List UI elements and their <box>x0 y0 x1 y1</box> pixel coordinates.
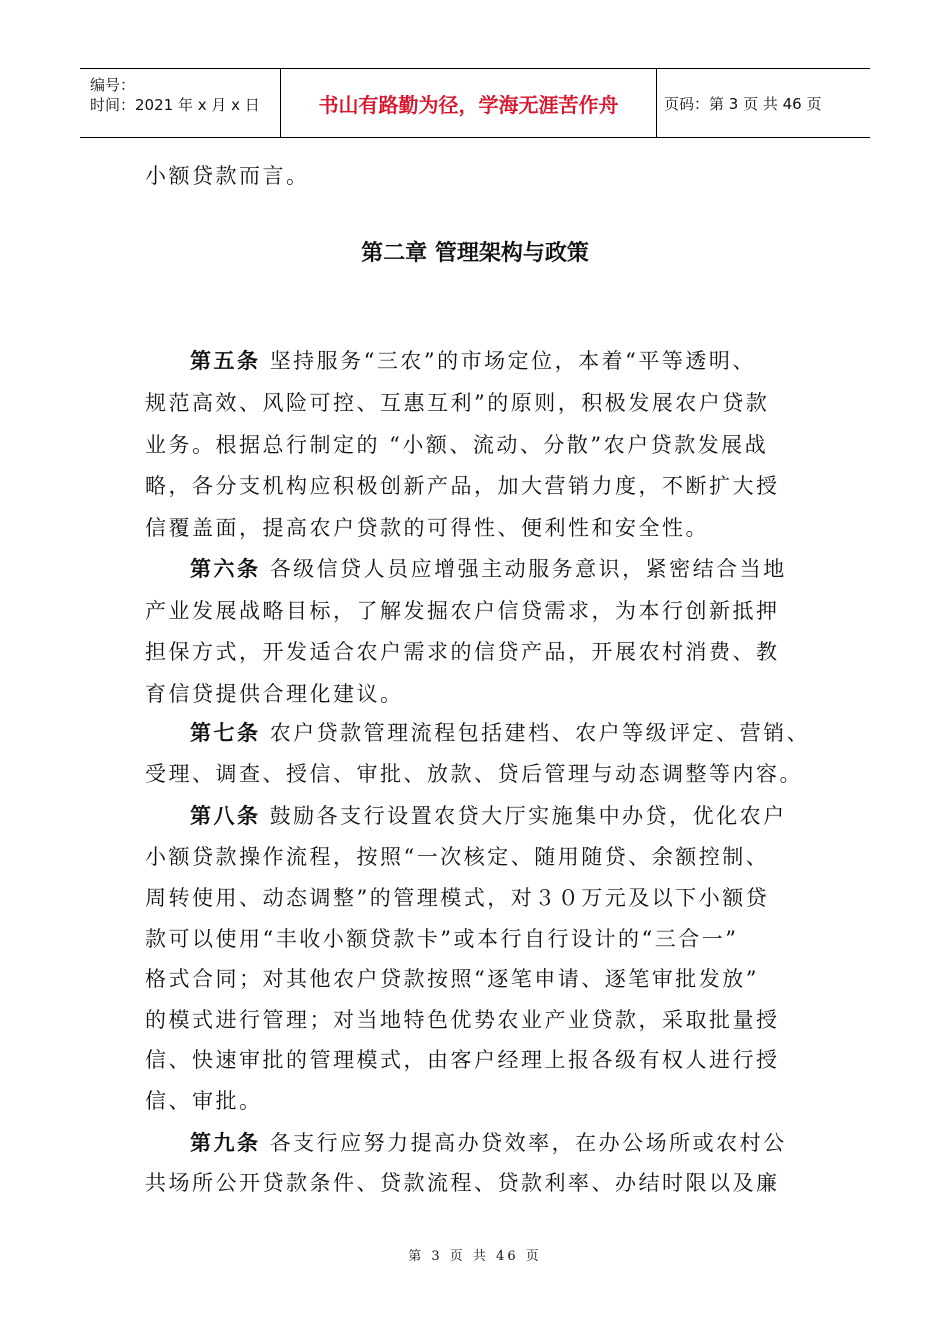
article-7-text: 农户贷款管理流程包括建档、农户等级评定、营销、 <box>269 721 811 745</box>
article-6-text: 各级信贷人员应增强主动服务意识，紧密结合当地 <box>269 557 787 581</box>
article-5-line: 业务。根据总行制定的 “小额、流动、分散”农户贷款发展战 <box>145 433 769 457</box>
article-8-line: 信、审批。 <box>145 1089 263 1113</box>
page-footer: 第 3 页 共 46 页 <box>408 1249 542 1264</box>
article-9-title: 第九条 <box>190 1131 261 1155</box>
lead-line: 小额贷款而言。 <box>145 164 310 188</box>
article-5-line: 略，各分支机构应积极创新产品，加大营销力度，不断扩大授 <box>145 474 780 498</box>
article-9-line: 共场所公开贷款条件、贷款流程、贷款利率、办结时限以及廉 <box>145 1171 780 1195</box>
article-8-line: 格式合同；对其他农户贷款按照“逐笔申请、逐笔审批发放” <box>145 967 759 991</box>
article-8-first-line <box>190 800 787 830</box>
header-motto: 书山有路勤为径，学海无涯苦作舟 <box>281 69 657 137</box>
article-9-text: 各支行应努力提高办贷效率，在办公场所或农村公 <box>269 1131 787 1155</box>
article-5-line: 规范高效、风险可控、互惠互利”的原则，积极发展农户贷款 <box>145 391 770 415</box>
article-8-text: 鼓励各支行设置农贷大厅实施集中办贷，优化农户 <box>269 804 787 828</box>
article-6-line: 产业发展战略目标，了解发掘农户信贷需求，为本行创新抵押 <box>145 599 780 623</box>
article-6-first-line <box>190 553 787 583</box>
article-6-line: 育信贷提供合理化建议。 <box>145 682 404 706</box>
article-5-line: 信覆盖面，提高农户贷款的可得性、便利性和安全性。 <box>145 516 709 540</box>
article-7-title: 第七条 <box>190 721 261 745</box>
article-6-title: 第六条 <box>190 557 261 581</box>
page-header <box>80 68 870 138</box>
doc-number-label: 编号： <box>90 76 136 94</box>
article-8-line: 信、快速审批的管理模式，由客户经理上报各级有权人进行授 <box>145 1048 780 1072</box>
doc-time-label: 时间：2021 年 x 月 x 日 <box>90 96 260 114</box>
article-8-line: 款可以使用“丰收小额贷款卡”或本行自行设计的“三合一” <box>145 927 739 951</box>
article-5-text: 坚持服务“三农”的市场定位，本着“平等透明、 <box>269 349 756 373</box>
article-8-line: 周转使用、动态调整”的管理模式，对３０万元及以下小额贷 <box>145 886 770 910</box>
article-6-line: 担保方式，开发适合农户需求的信贷产品，开展农村消费、教 <box>145 640 780 664</box>
chapter-title: 第二章 管理架构与政策 <box>361 241 589 266</box>
article-8-title: 第八条 <box>190 804 261 828</box>
article-9-first-line <box>190 1127 787 1157</box>
article-7-first-line <box>190 717 810 747</box>
header-meta <box>80 69 281 137</box>
article-5-first-line <box>190 345 756 375</box>
article-5-title: 第五条 <box>190 349 261 373</box>
article-7-line: 受理、调查、授信、审批、放款、贷后管理与动态调整等内容。 <box>145 762 803 786</box>
article-8-line: 小额贷款操作流程，按照“一次核定、随用随贷、余额控制、 <box>145 845 770 869</box>
header-page-label: 页码：第 3 页 共 46 页 <box>664 94 822 113</box>
article-8-line: 的模式进行管理；对当地特色优势农业产业贷款，采取批量授 <box>145 1008 780 1032</box>
